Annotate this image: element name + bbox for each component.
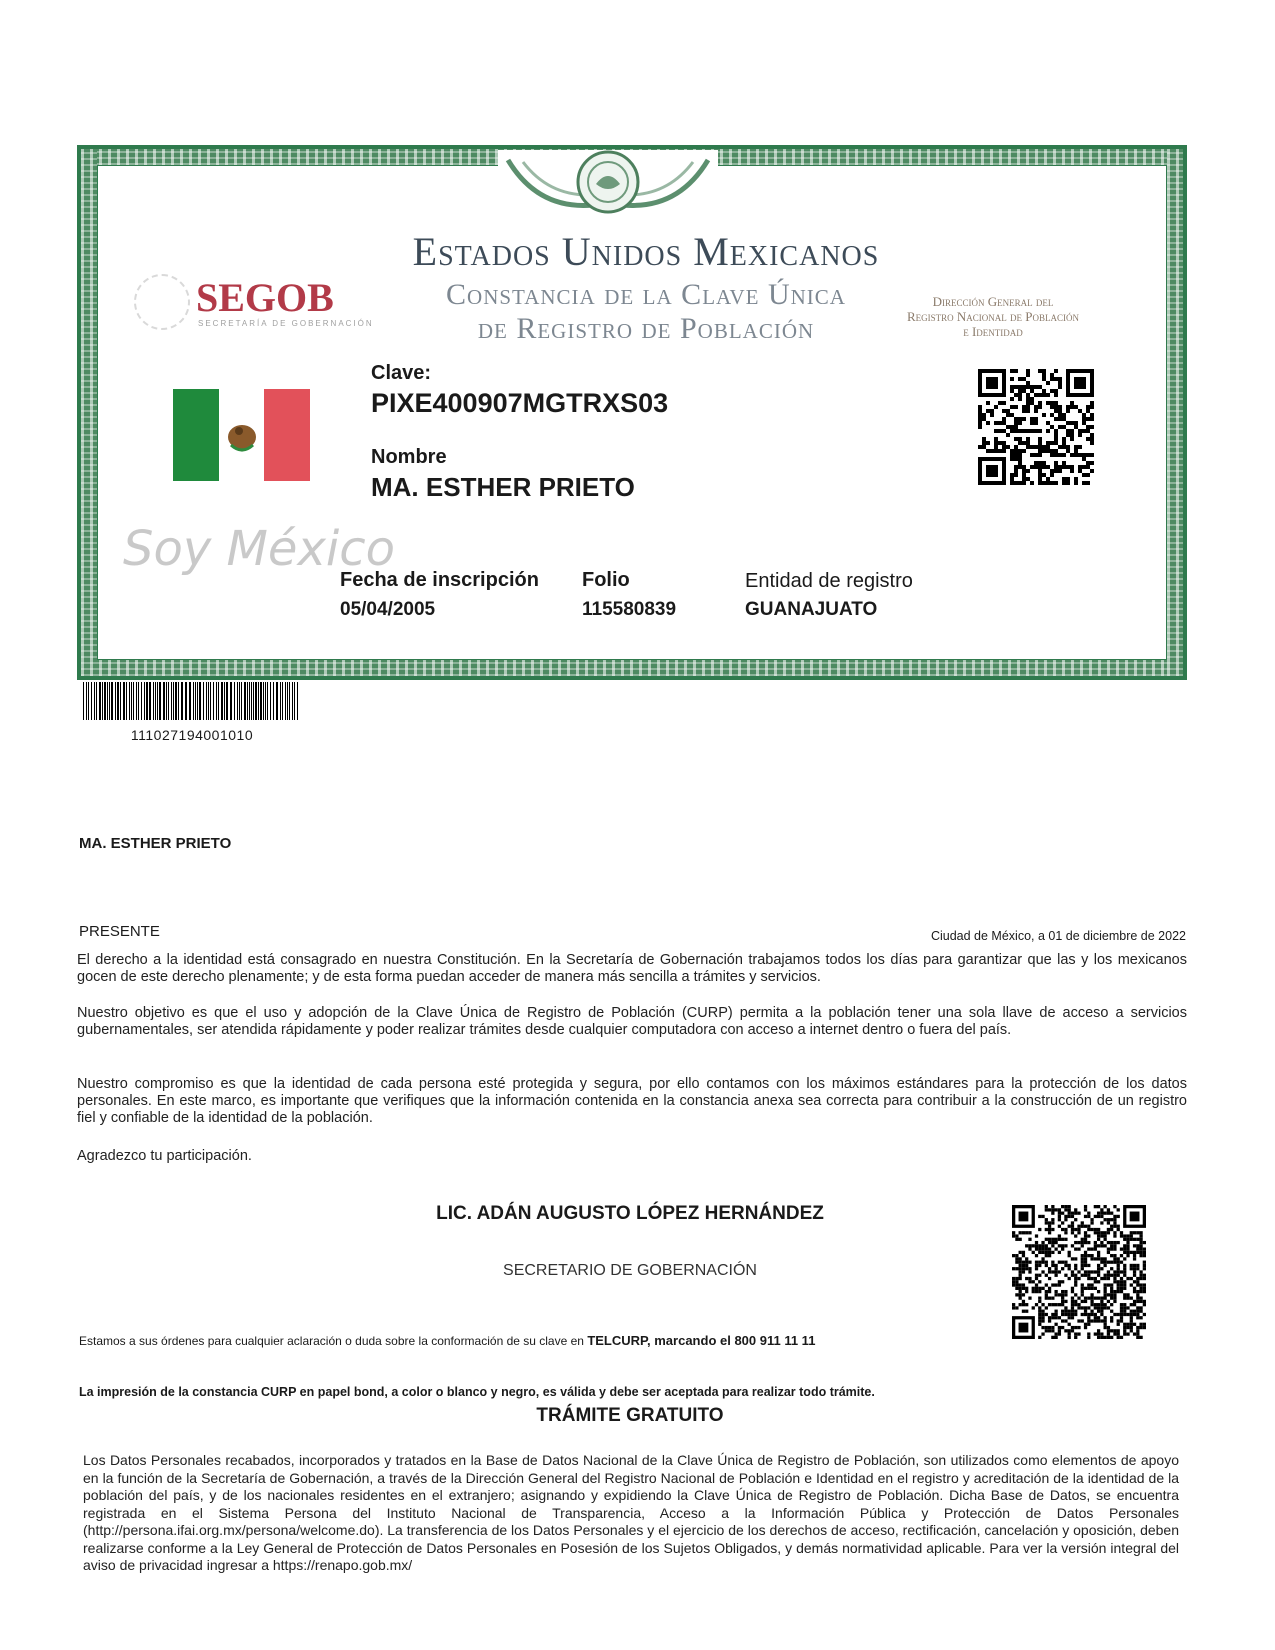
clave-label: Clave: xyxy=(371,362,432,384)
paragraph-1: El derecho a la identidad está consagrado en nuestra Constitución. En la Secretaría de Gobernación trabajamos todos los días para garantizar que las y los mexicanos gocen de este derecho plenamente; y de esta forma puedan acceder de manera más sencilla a trámites y servicios. xyxy=(77,952,1187,985)
slogan-watermark: Soy México xyxy=(123,521,395,577)
frame-border-right xyxy=(1167,149,1183,676)
validity-note: La impresión de la constancia CURP en papel bond, a color o blanco y negro, es válida y debe ser aceptada para realizar todo trámite. xyxy=(79,1385,875,1399)
place-date: Ciudad de México, a 01 de diciembre de 2022 xyxy=(930,929,1186,943)
directorate-line3: e Identidad xyxy=(963,324,1023,339)
folio-label: Folio xyxy=(582,569,630,591)
directorate-name xyxy=(878,294,1108,339)
directorate-line1: Dirección General del xyxy=(932,294,1054,309)
folio-value: 115580839 xyxy=(582,599,677,620)
contact-phone: TELCURP, marcando el 800 911 11 11 xyxy=(587,1333,816,1348)
paragraph-4: Agradezco tu participación. xyxy=(77,1148,252,1164)
signer-name: LIC. ADÁN AUGUSTO LÓPEZ HERNÁNDEZ xyxy=(436,1203,824,1224)
qr-code-icon xyxy=(978,369,1094,485)
clave-value: PIXE400907MGTRXS03 xyxy=(371,388,669,418)
segob-logo-subtitle: SECRETARÍA DE GOBERNACIÓN xyxy=(198,319,374,328)
barcode-icon xyxy=(83,682,301,720)
coat-of-arms-icon xyxy=(498,150,718,225)
frame-border-bottom xyxy=(81,660,1183,676)
entidad-value: GUANAJUATO xyxy=(745,599,878,620)
country-title: Estados Unidos Mexicanos xyxy=(412,229,880,274)
mexican-flag-icon xyxy=(173,389,310,481)
paragraph-2: Nuestro objetivo es que el uso y adopción de la Clave Única de Registro de Población (CURP) permita a la población tener una sola llave de acceso a servicios gubernamentales, ser atendida rápidamente y poder realizar trámites desde cualquier computadora con acceso a internet dentro o fuera del país. xyxy=(77,1005,1187,1038)
free-notice: TRÁMITE GRATUITO xyxy=(536,1405,724,1426)
frame-border-left xyxy=(81,149,97,676)
document-title-line1: Constancia de la Clave Única xyxy=(446,278,846,311)
qr-code-icon xyxy=(1012,1205,1146,1339)
curp-certificate xyxy=(77,145,1187,680)
entidad-label: Entidad de registro xyxy=(745,570,913,592)
document-title xyxy=(386,278,906,346)
barcode-number: 111027194001010 xyxy=(130,727,254,743)
contact-text: Estamos a sus órdenes para cualquier aclaración o duda sobre la conformación de su clave en xyxy=(79,1334,584,1348)
faint-seal-icon xyxy=(134,274,190,330)
fecha-value: 05/04/2005 xyxy=(340,599,436,620)
nombre-label: Nombre xyxy=(371,446,447,468)
recipient-name: MA. ESTHER PRIETO xyxy=(79,835,232,852)
signer-title: SECRETARIO DE GOBERNACIÓN xyxy=(503,1262,757,1279)
document-title-line2: de Registro de Población xyxy=(477,312,815,345)
contact-line xyxy=(79,1333,815,1348)
certificate-body xyxy=(97,165,1167,660)
paragraph-3: Nuestro compromiso es que la identidad de cada persona esté protegida y segura, por ello contamos con los máximos estándares para la protección de los datos personales. En este marco, es importante que verifiques que la información contenida en la constancia anexa sea correcta para contribuir a la construcción de un registro fiel y confiable de la identidad de la población. xyxy=(77,1076,1187,1126)
salutation: PRESENTE xyxy=(79,923,160,940)
fecha-label: Fecha de inscripción xyxy=(340,569,539,591)
directorate-line2: Registro Nacional de Población xyxy=(906,309,1080,324)
segob-logo: SEGOB xyxy=(196,275,334,320)
nombre-value: MA. ESTHER PRIETO xyxy=(371,472,635,502)
flag-emblem-icon xyxy=(219,389,265,481)
privacy-notice: Los Datos Personales recabados, incorporados y tratados en la Base de Datos Nacional de la Clave Única de Registro de Población, son utilizados como elementos de apoyo en la función de la Secretaría de Gobernación, a través de la Dirección General del Registro Nacional de Población e Identidad en el registro y acreditación de la identidad de la población del país, y de los nacionales residentes en el extranjero; asignando y expidiendo la Clave Única de Registro de Población. Dicha Base de Datos, se encuentra registrada en el Sistema Persona del Instituto Nacional de Transparencia, Acceso a la Información Pública y Protección de Datos Personales (http://persona.ifai.org.mx/persona/welcome.do). La transferencia de los Datos Personales y el ejercicio de los derechos de acceso, rectificación, cancelación y oposición, deben realizarse conforme a la Ley General de Protección de Datos Personales en Posesión de los Sujetos Obligados, y demás normatividad aplicable. Para ver la versión integral del aviso de privacidad ingresar a https://renapo.gob.mx/ xyxy=(83,1452,1179,1573)
